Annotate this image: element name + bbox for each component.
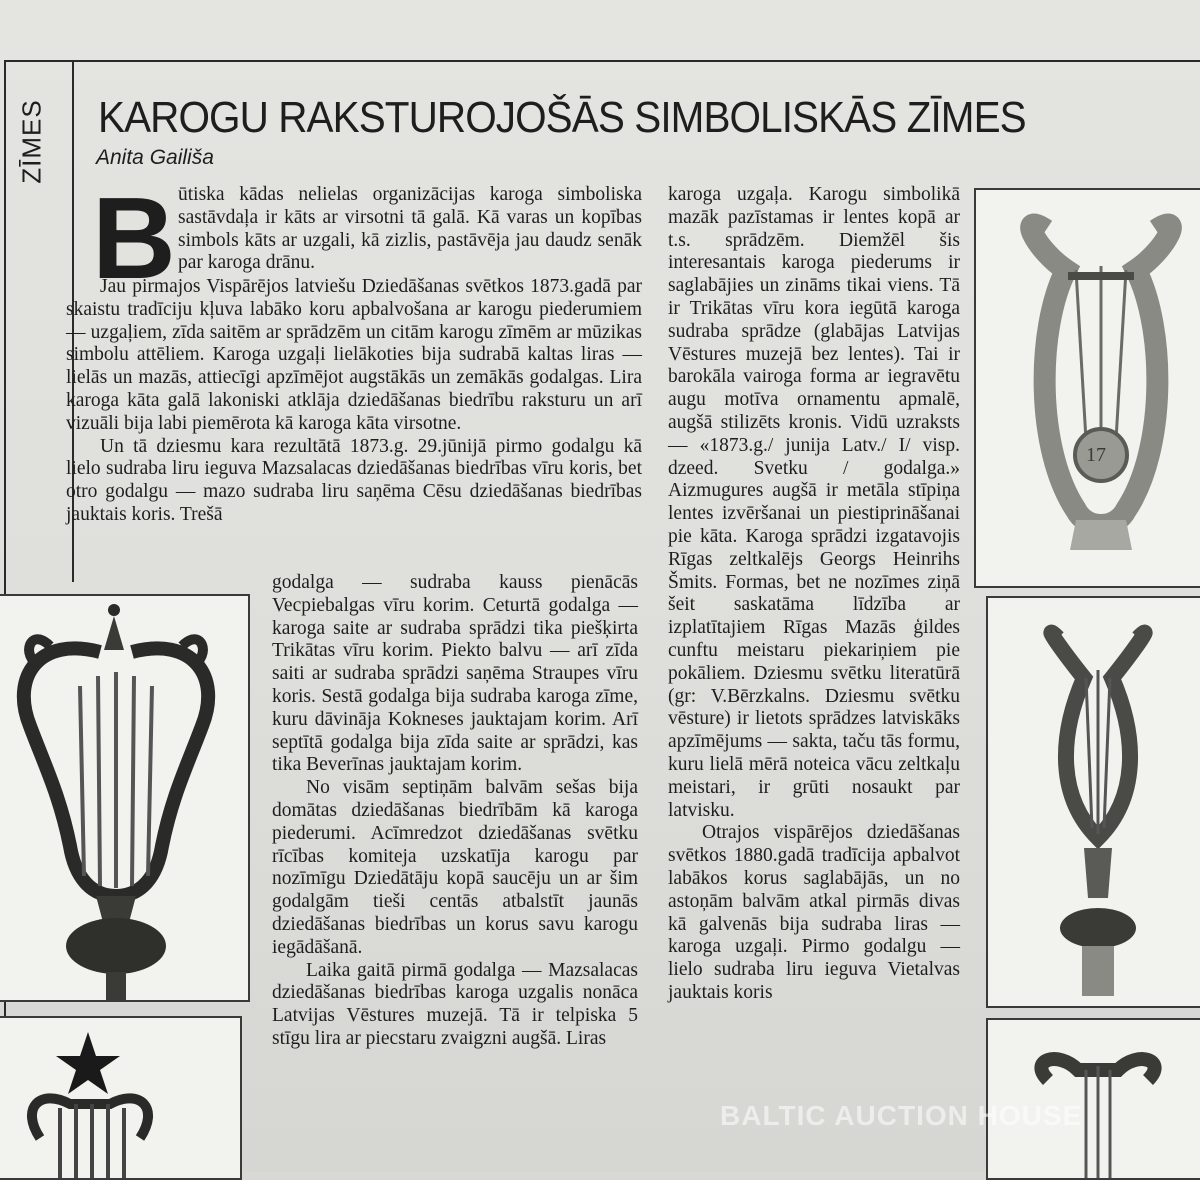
intro-paragraph xyxy=(178,184,642,275)
lyre-photo-right-top xyxy=(974,188,1200,588)
paragraph-5: Laika gaitā pirmā godalga — Mazsalacas dziedāšanas biedrības karoga uzgalis nonāca Latvijas Vēstures muzejā. Tā ir telpiska 5 stīgu lira ar piecstaru zvaigzni augšā. Liras xyxy=(272,959,638,1049)
lyre-photo-right-bottom xyxy=(986,1018,1200,1180)
drop-cap: B xyxy=(92,173,176,303)
column-three-paragraph-1: karoga uzgaļa. Karogu simbolikā mazāk pazīstamas ir lentes kopā ar t.s. sprādzēm. Diemžēl šis interesantais karoga piederums ir saglabājies un zināms tikai viens. Tā ir Trikātas vīru kora iegūtā karoga sudraba sprādze (glabājas Latvijas Vēstures muzejā bez lentes). Tai ir barokāla vairoga forma ar iegravētu augu motīva ornamentu apmalē, augšā stilizēts kronis. Vidū uzraksts — «1873.g./ junija Latv./ I/ visp. dzeed. Svetku / godalga.» Aizmugures augšā ir metāla stīpiņa lentes izvēršanai un piestiprināšanai pie kāta. Karoga sprādzi izgatavojis Rīgas zeltkalējs Georgs Heinrihs Šmits. Formas, bet ne nozīmes ziņā šeit saskatāma līdzība ar izplatītajiem Rīgas Mazās ģildes cunftu meistaru piekariņiem pie pokāliem. Dziesmu svētku literatūrā (gr: V.Bērzkalns. Dziesmu svētku vēsture) ir lietots sprādzes latviskāks apzīmējums — sakta, taču tās formu, kuru lielā mērā noteica vācu zeltkaļu meistari, ir grūti nosaukt par latvisku. xyxy=(668,184,960,821)
lyre-photo-right-middle xyxy=(986,596,1200,1008)
column-one-lower xyxy=(272,572,638,1051)
lyre-partial-icon xyxy=(988,1020,1200,1178)
lyre-photo-star xyxy=(0,1016,242,1180)
paragraph-4: No visām septiņām balvām sešas bija domātas dziedāšanas biedrībām kā karoga piederumi. Acīmredzot dziedāšanas svētku rīcības komiteja uzskatīja karogu par nozīmīgu Dziedātāju kopā saucēju un ar šim godalgām tieši centās atbalstīt jaunās dziedāšanas biedrības un korus savu karogu iegādāšanā. xyxy=(272,777,638,958)
section-label-text: ZĪMES xyxy=(16,98,47,184)
lyre-with-finial-icon xyxy=(0,596,248,1000)
lyre-on-stand-icon xyxy=(988,598,1200,1006)
medallion-number: 17 xyxy=(1086,444,1106,466)
watermark: BALTIC AUCTION HOUSE xyxy=(720,1100,1083,1131)
column-one-upper xyxy=(66,276,642,527)
article-author: Anita Gailiša xyxy=(96,146,214,169)
paragraph-3-continued: godalga — sudraba kauss pienācās Vecpiebalgas vīru korim. Ceturtā godalga —karoga saite ar sudraba sprādzi tika piešķirta Trikātas vīru korim. Piekto balvu — arī zīda saiti ar sudraba sprādzi saņēma Straupes vīru koris. Sestā godalga bija sudraba karoga zīme, kuru dāvināja Kokneses jauktajam korim. Arī septītā godalga bija zīda saite ar sprādzi, kas tika Beverīnas jauktajam korim. xyxy=(272,572,638,776)
section-label xyxy=(12,96,52,186)
paragraph-lead: ūtiska kādas nelielas organizācijas karoga simboliska sastāvdaļa ir kāts ar virsotni tā galā. Kā varas un kopības simbols kāts ar uzgali, kā zizlis, pastāvēja jau daudz senāk par karoga drānu. xyxy=(178,184,642,274)
article-title: KAROGU RAKSTUROJOŠĀS SIMBOLISKĀS ZĪMES xyxy=(98,93,1026,142)
column-three-paragraph-2: Otrajos vispārējos dziedāšanas svētkos 1880.gadā tradīcija apbalvot labākos korus saglabājās, un no astoņām balvām atkal pirmās divas kā galvenās bija sudraba liras — karoga uzgaļi. Pirmo godalgu — lielo sudraba liru ieguva Vietalvas jauktais koris xyxy=(668,822,960,1003)
column-three xyxy=(668,184,960,1005)
lyre-with-star-icon xyxy=(0,1018,240,1178)
paragraph-3: Un tā dziesmu kara rezultātā 1873.g. 29.jūnijā pirmo godalgu kā lielo sudraba liru ieguva Mazsalacas dziedāšanas biedrības vīru koris, bet otro godalgu — mazo sudraba liru saņēma Cēsu dziedāšanas biedrības jauktais koris. Trešā xyxy=(66,435,642,525)
lyre-photo-left xyxy=(0,594,250,1002)
paragraph-2: Jau pirmajos Vispārējos latviešu Dziedāšanas svētkos 1873.gadā par skaistu tradīciju kļuva labāko koru apbalvošana ar karogu piederumiem — uzgaļiem, zīda saitēm ar sprādzēm un citām karogu zīmēm ar mūzikas simbolu attēliem. Karoga uzgaļi lielākoties bija sudrabā kaltas liras — lielās un mazās, attiecīgi apzīmējot augstākās un zemākās godalgas. Lira karoga kāta galā lakoniski atklāja dziedāšanas biedrību raksturu un arī vizuāli bija labi piemērota kā karoga kāta virsotne. xyxy=(66,276,642,434)
lyre-with-medallion-icon xyxy=(976,190,1200,586)
